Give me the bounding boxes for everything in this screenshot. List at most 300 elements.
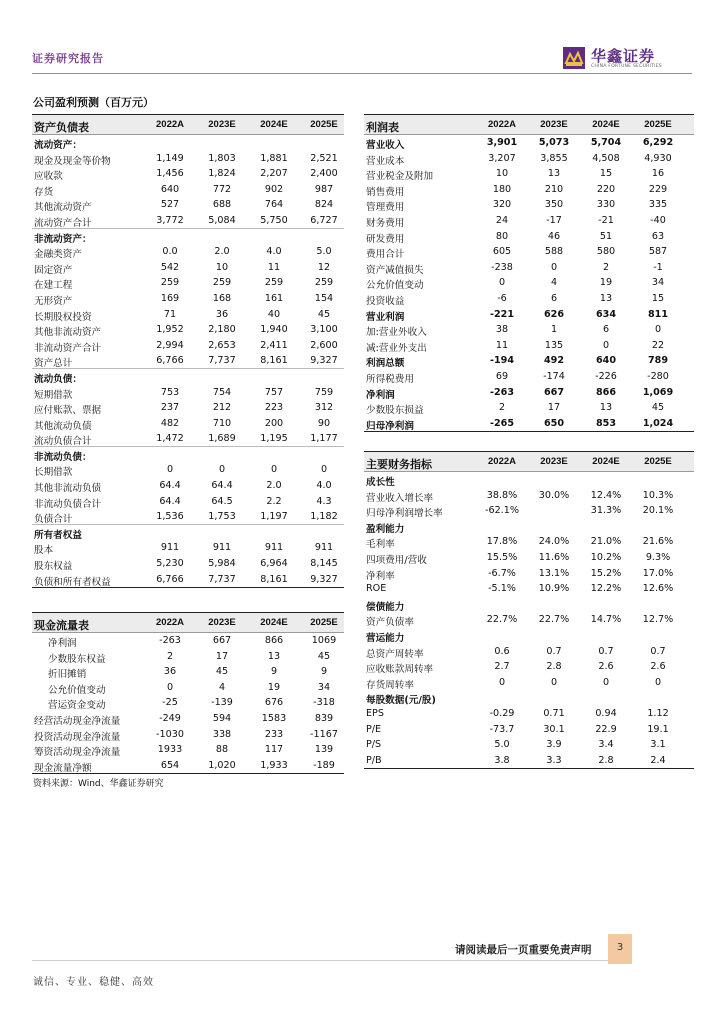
cell-value: 13.1% (538, 567, 570, 579)
cell-value: 64.4 (159, 495, 181, 507)
table-row (364, 260, 694, 276)
table-row (32, 416, 344, 432)
cash-flow-table (32, 612, 344, 774)
year-header: 2023E (540, 119, 568, 130)
table-row (364, 722, 694, 738)
cell-value: 4.0 (316, 480, 332, 492)
footer-slogan: 诚信、专业、稳健、高效 (33, 977, 154, 988)
cell-value: 5.0 (494, 739, 510, 751)
cell-value: 2.2 (266, 495, 282, 507)
cell-value: 51 (599, 230, 613, 242)
year-header: 2022A (488, 119, 516, 130)
year-header: 2025E (310, 119, 338, 130)
cell-value: 2.6 (650, 661, 666, 673)
cell-value: -265 (489, 417, 514, 429)
table-row (364, 519, 694, 535)
cell-value: 1,940 (260, 324, 288, 336)
source-note: 资料来源：Wind、华鑫证券研究 (33, 779, 164, 789)
row-label: 负债和所有者权益 (34, 576, 111, 588)
year-header: 2025E (644, 119, 672, 130)
row-label: 股东权益 (34, 561, 73, 573)
row-label: 财务费用 (366, 217, 405, 229)
cell-value: 4.0 (266, 246, 282, 258)
cell-value: -280 (647, 370, 669, 382)
cell-value: 902 (264, 183, 284, 195)
cell-value: 3,207 (488, 152, 516, 164)
row-label: 负债合计 (34, 514, 73, 526)
cell-value: 45 (651, 402, 665, 414)
cell-value: 200 (264, 417, 284, 429)
cell-value: -226 (595, 370, 617, 382)
cell-value: 22.7% (486, 614, 518, 626)
cell-value: 6 (602, 324, 610, 336)
cell-value: -0.29 (489, 707, 515, 719)
cell-value: -62.1% (485, 505, 519, 517)
cell-value: -6.7% (488, 567, 516, 579)
table-row (32, 478, 344, 494)
cell-value: 11 (495, 339, 509, 351)
cell-value: 10 (495, 168, 509, 180)
cell-value: 237 (160, 402, 180, 414)
table-row (364, 612, 694, 628)
cell-value: 350 (544, 199, 564, 211)
table-row (32, 540, 344, 556)
table-header-row (364, 114, 694, 135)
row-label: 总资产周转率 (366, 648, 424, 660)
cell-value: 22.7% (538, 614, 570, 626)
cell-value: 4,508 (592, 152, 620, 164)
cell-value: 15 (651, 292, 665, 304)
row-label: P/E (366, 723, 382, 735)
table-row (32, 758, 344, 775)
table-title: 现金流量表 (34, 619, 89, 632)
cell-value: 5,984 (208, 558, 236, 570)
cell-value: 0 (654, 676, 662, 688)
row-label: 长期股权投资 (34, 311, 92, 323)
cell-value: 1,020 (208, 759, 236, 771)
cell-value: -1167 (310, 728, 338, 740)
row-label: 流动资产： (34, 140, 82, 151)
row-label: 营运资金变动 (48, 700, 106, 712)
cell-value: 12.6% (642, 583, 674, 595)
cell-value: 2,411 (260, 339, 288, 351)
cell-value: 1,933 (260, 759, 288, 771)
cell-value: 2,207 (260, 168, 288, 180)
cell-value: 259 (264, 277, 284, 289)
cell-value: 911 (212, 542, 232, 554)
table-row (364, 197, 694, 213)
cell-value: 3.4 (598, 739, 614, 751)
row-label: 归母净利润 (366, 420, 414, 432)
year-header: 2025E (310, 617, 338, 628)
row-label: 固定资产 (34, 264, 73, 276)
cell-value: 1069 (311, 635, 337, 646)
table-row (32, 680, 344, 696)
cell-value: 13 (267, 650, 281, 662)
row-label: 流动负债合计 (34, 436, 92, 448)
cell-value: 3.8 (494, 754, 510, 766)
cell-value: 482 (160, 417, 180, 429)
table-row (364, 534, 694, 550)
header-divider (32, 73, 692, 74)
cell-value: 640 (160, 183, 180, 195)
row-label: 营业收入增长率 (366, 492, 434, 504)
key-indicators-table (364, 451, 694, 769)
balance-sheet-table (32, 114, 344, 588)
cell-value: 0.7 (546, 645, 562, 657)
table-row (32, 633, 344, 649)
cell-value: 3,100 (310, 324, 338, 336)
cell-value: 154 (314, 292, 334, 304)
cell-value: 64.4 (211, 480, 233, 492)
cell-value: -189 (313, 759, 335, 771)
row-label: 营业收入 (366, 140, 405, 151)
row-label: 费用合计 (366, 249, 405, 261)
cell-value: 6,964 (260, 558, 288, 570)
page-number-box (608, 934, 632, 964)
cell-value: 1,536 (156, 511, 184, 523)
table-row (364, 322, 694, 338)
cell-value: 0 (166, 464, 174, 476)
table-row (364, 753, 694, 770)
cell-value: 64.4 (159, 480, 181, 492)
cell-value: 6,727 (310, 214, 338, 226)
year-header: 2024E (592, 119, 620, 130)
table-row (364, 307, 694, 323)
cell-value: 210 (544, 183, 564, 195)
table-row (364, 244, 694, 260)
row-label: 应付账款、票据 (34, 405, 102, 417)
table-header-row (32, 612, 344, 633)
cell-value: 259 (212, 277, 232, 289)
row-label: 归母净利润增长率 (366, 508, 443, 520)
cell-value: 0 (320, 464, 328, 476)
cell-value: 5.0 (316, 246, 332, 258)
cell-value: 2,180 (208, 324, 236, 336)
cell-value: 17 (547, 402, 561, 414)
table-row (32, 556, 344, 572)
cell-value: 10.2% (590, 551, 622, 563)
cell-value: 757 (264, 386, 284, 398)
table-row (32, 135, 344, 151)
year-header: 2022A (156, 119, 184, 130)
cell-value: 3.3 (546, 754, 562, 766)
row-label: 存货周转率 (366, 679, 414, 691)
row-label: 应收账款周转率 (366, 664, 434, 676)
cell-value: 233 (264, 728, 284, 740)
cell-value: 0 (654, 324, 662, 336)
row-label: 投资收益 (366, 295, 405, 307)
cell-value: 0 (550, 261, 558, 273)
cell-value: 36 (163, 666, 177, 678)
cell-value: 139 (314, 744, 334, 756)
cell-value: 8,161 (260, 573, 288, 585)
cell-value: 824 (314, 199, 334, 211)
table-row (32, 431, 344, 447)
cell-value: 2 (166, 650, 174, 662)
cell-value: 3.1 (650, 739, 666, 751)
cell-value: 710 (212, 417, 232, 429)
table-row (364, 581, 694, 597)
table-row (32, 229, 344, 245)
table-row (364, 213, 694, 229)
cell-value: -194 (489, 355, 514, 367)
cell-value: 9.3% (645, 551, 671, 563)
table-row (364, 550, 694, 566)
row-label: 非流动资产合计 (34, 342, 102, 354)
cell-value: 2 (602, 261, 610, 273)
cell-value: -25 (162, 697, 178, 709)
table-row (364, 628, 694, 644)
cell-value: -6 (497, 292, 507, 304)
cell-value: 0 (166, 681, 174, 693)
cell-value: 6,766 (156, 355, 184, 367)
row-label: EPS (366, 707, 384, 719)
row-label: 所有者权益 (34, 529, 82, 541)
cell-value: 772 (212, 183, 232, 195)
table-row (364, 151, 694, 167)
cell-value: 36 (215, 308, 229, 320)
table-row (32, 711, 344, 727)
row-label: 流动负债： (34, 373, 82, 385)
row-label: P/B (366, 754, 382, 766)
cell-value: 0 (498, 676, 506, 688)
cell-value: 866 (264, 635, 284, 646)
year-header: 2023E (208, 119, 236, 130)
cell-value: 71 (163, 308, 177, 320)
cell-value: 30.0% (538, 489, 570, 501)
page-number: 3 (616, 942, 624, 953)
cell-value: 9,327 (310, 573, 338, 585)
table-row (364, 229, 694, 245)
row-label: 净利润 (48, 638, 77, 649)
row-label: 存货 (34, 186, 54, 198)
row-label: 资产负债率 (366, 617, 414, 629)
cell-value: 19.1 (647, 723, 669, 735)
cell-value: 7,737 (208, 573, 236, 585)
row-label: 偿债能力 (366, 601, 405, 613)
cell-value: 2.8 (598, 754, 614, 766)
logo-english-name: CHINA FORTUNE SECURITIES (591, 64, 662, 69)
cell-value: -73.7 (489, 723, 515, 735)
row-label: 少数股东损益 (366, 405, 424, 417)
cell-value: 64.5 (211, 495, 233, 507)
row-label: 管理费用 (366, 202, 405, 214)
table-row (32, 727, 344, 743)
cell-value: 15.5% (486, 551, 518, 563)
cell-value: 31.3% (590, 505, 622, 517)
table-row (32, 322, 344, 338)
row-label: 投资活动现金净流量 (34, 731, 121, 743)
cell-value: 19 (267, 681, 281, 693)
table-row (364, 503, 694, 519)
cell-value: 1,024 (642, 417, 674, 429)
cell-value: 0.71 (543, 707, 565, 719)
table-row (364, 416, 694, 433)
cell-value: 2,521 (310, 152, 338, 164)
table-row (32, 291, 344, 307)
table-row (32, 400, 344, 416)
cell-value: 34 (651, 277, 665, 289)
company-logo (563, 44, 693, 72)
row-label: 每股数据(元/股) (366, 695, 436, 707)
table-row (32, 369, 344, 385)
cell-value: 212 (212, 402, 232, 414)
cell-value: -174 (543, 370, 565, 382)
cell-value: 6,292 (642, 137, 674, 148)
row-label: 折旧摊销 (48, 669, 87, 681)
row-label: 筹资活动现金净流量 (34, 747, 121, 759)
cell-value: 2.6 (598, 661, 614, 673)
row-label: 少数股东权益 (48, 653, 106, 665)
cell-value: 1,149 (156, 152, 184, 164)
cell-value: 12 (317, 261, 331, 273)
cell-value: 1933 (157, 744, 183, 756)
cell-value: -221 (489, 308, 514, 320)
cell-value: 4.3 (316, 495, 332, 507)
year-header: 2022A (156, 617, 184, 628)
row-label: 四项费用/营收 (366, 554, 427, 566)
table-row (364, 675, 694, 691)
row-label: 营业成本 (366, 155, 405, 167)
table-row (32, 213, 344, 229)
row-label: 非流动负债： (34, 451, 92, 463)
cell-value: 492 (543, 355, 565, 367)
report-type-label: 证券研究报告 (32, 52, 104, 65)
cell-value: 223 (264, 402, 284, 414)
cell-value: -1030 (156, 728, 184, 740)
cell-value: 5,230 (156, 558, 184, 570)
cell-value: 19 (599, 277, 613, 289)
row-label: 经营活动现金净流量 (34, 715, 121, 727)
table-row (364, 338, 694, 354)
cell-value: 4 (550, 277, 558, 289)
cell-value: 14.7% (590, 614, 622, 626)
cell-value: 1,195 (260, 433, 288, 445)
table-row (364, 488, 694, 504)
cell-value: 80 (495, 230, 509, 242)
cell-value: 9,327 (310, 355, 338, 367)
cell-value: 17.8% (486, 536, 518, 548)
table-row (364, 385, 694, 401)
cell-value: 1,472 (156, 433, 184, 445)
row-label: 净利润 (366, 389, 395, 401)
row-label: 现金流量净额 (34, 762, 92, 774)
cell-value: 168 (212, 292, 232, 304)
table-row (364, 472, 694, 488)
table-title: 资产负债表 (34, 121, 89, 134)
cell-value: 38.8% (486, 489, 518, 501)
cell-value: 1583 (261, 712, 287, 724)
table-row (32, 447, 344, 463)
cell-value: 10 (215, 261, 229, 273)
cell-value: 2.8 (546, 661, 562, 673)
cell-value: 1,456 (156, 168, 184, 180)
cell-value: 527 (160, 199, 180, 211)
table-row (364, 659, 694, 675)
table-row (364, 135, 694, 151)
cell-value: -249 (159, 712, 181, 724)
cell-value: 330 (596, 199, 616, 211)
cell-value: 24.0% (538, 536, 570, 548)
cell-value: 542 (160, 261, 180, 273)
cell-value: 2,653 (208, 339, 236, 351)
cell-value: 1 (550, 324, 558, 336)
year-header: 2024E (260, 119, 288, 130)
cell-value: 8,161 (260, 355, 288, 367)
table-row (364, 400, 694, 416)
table-row (32, 509, 344, 525)
row-label: 加:营业外收入 (366, 327, 427, 339)
table-row (32, 385, 344, 401)
table-row (32, 695, 344, 711)
table-row (32, 338, 344, 354)
table-title: 主要财务指标 (366, 458, 432, 471)
year-header: 2024E (260, 617, 288, 628)
table-row (364, 369, 694, 385)
row-label: 营业利润 (366, 311, 405, 323)
cell-value: 2,994 (156, 339, 184, 351)
cell-value: 12.7% (642, 614, 674, 626)
cell-value: 259 (160, 277, 180, 289)
table-row (364, 644, 694, 660)
cell-value: 654 (160, 759, 180, 771)
cell-value: 169 (160, 292, 180, 304)
cell-value: 259 (314, 277, 334, 289)
table-row (364, 737, 694, 753)
row-label: 长期借款 (34, 467, 73, 479)
cell-value: 11 (267, 261, 281, 273)
row-label: 净利率 (366, 570, 395, 582)
row-label: 其他非流动负债 (34, 483, 102, 495)
cell-value: 161 (264, 292, 284, 304)
cell-value: 987 (314, 183, 334, 195)
cell-value: 13 (599, 402, 613, 414)
cell-value: 1,177 (310, 433, 338, 445)
cell-value: 4,930 (644, 152, 672, 164)
cell-value: -318 (313, 697, 335, 709)
row-label: 成长性 (366, 477, 395, 488)
table-row (32, 664, 344, 680)
row-label: P/S (366, 739, 382, 751)
cell-value: 69 (495, 370, 509, 382)
cell-value: 789 (647, 355, 669, 367)
income-statement-table (364, 114, 694, 432)
cell-value: 220 (596, 183, 616, 195)
year-header: 2024E (592, 456, 620, 467)
row-label: 股本 (34, 545, 54, 557)
cell-value: 811 (647, 308, 669, 320)
cell-value: 22.9 (595, 723, 617, 735)
cell-value: 88 (215, 744, 229, 756)
cell-value: 1,197 (260, 511, 288, 523)
row-label: 营运能力 (366, 632, 405, 644)
cell-value: 626 (543, 308, 565, 320)
cell-value: 667 (212, 635, 232, 646)
cell-value: -21 (598, 214, 614, 226)
cell-value: 688 (212, 199, 232, 211)
table-row (364, 353, 694, 369)
cell-value: 2,600 (310, 339, 338, 351)
row-label: 短期借款 (34, 389, 73, 401)
cell-value: -40 (650, 214, 666, 226)
cell-value: 16 (651, 168, 665, 180)
cell-value: 1,803 (208, 152, 236, 164)
cell-value: 9 (320, 666, 328, 678)
row-label: 减:营业外支出 (366, 342, 427, 354)
cell-value: 754 (212, 386, 232, 398)
row-label: 在建工程 (34, 280, 73, 292)
